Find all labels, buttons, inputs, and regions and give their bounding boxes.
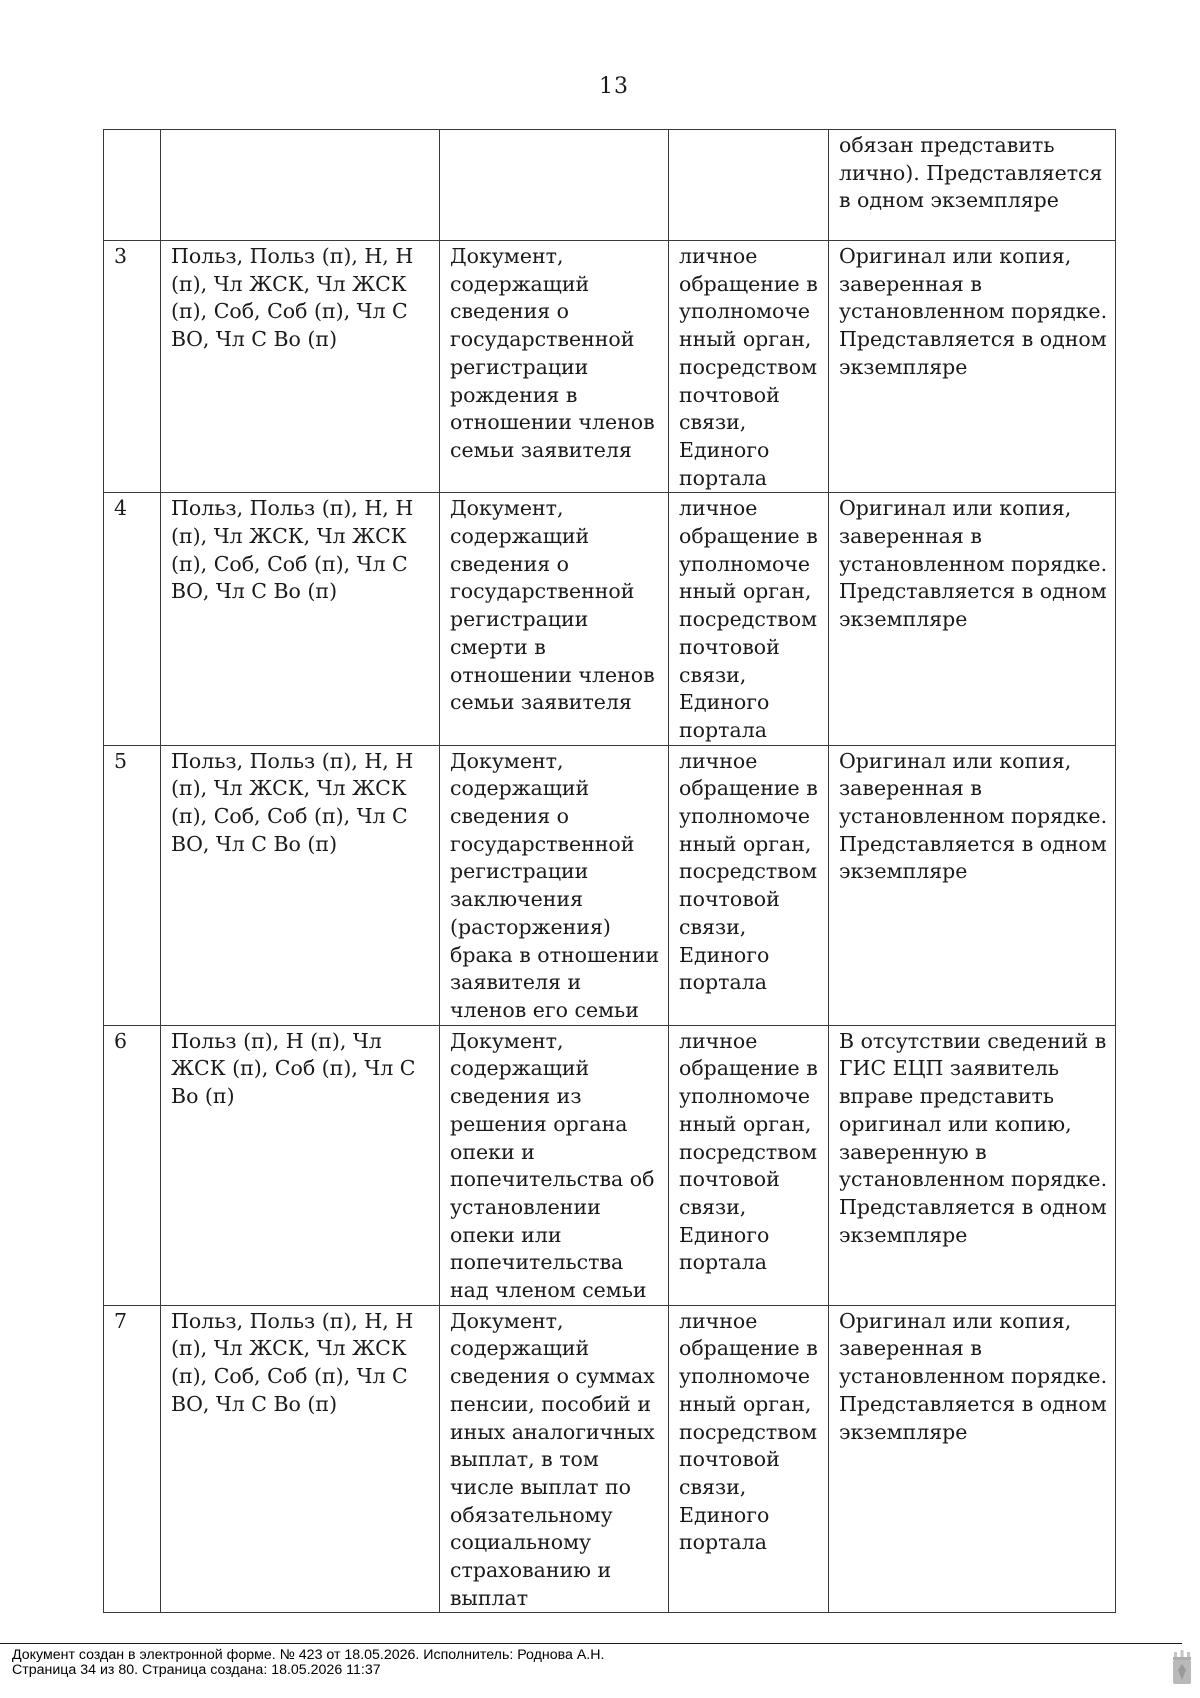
document-footer (12, 1648, 604, 1678)
footer-divider (0, 1643, 1182, 1644)
documents-table (103, 129, 1116, 1613)
footer-document-info: Документ создан в электронной форме. № 423 от 18.05.2026. Исполнитель: Роднова А.Н. (12, 1647, 605, 1663)
applicant-categories-cell: Польз, Польз (п), Н, Н (п), Чл ЖСК, Чл ЖСК (п), Соб, Соб (п), Чл С ВО, Чл С Во (п) (161, 241, 440, 493)
note-cell: В отсутствии сведений в ГИС ЕЦП заявитель вправе представить оригинал или копию, заверенную в установленном порядке. Представляется в одном экземпляре (829, 1025, 1116, 1305)
row-number-cell: 7 (104, 1305, 161, 1613)
page-number: 13 (599, 74, 629, 99)
note-cell: Оригинал или копия, заверенная в установленном порядке. Представляется в одном экземпляре (829, 241, 1116, 493)
applicant-categories-cell: Польз, Польз (п), Н, Н (п), Чл ЖСК, Чл ЖСК (п), Соб, Соб (п), Чл С ВО, Чл С Во (п) (161, 1305, 440, 1613)
applicant-categories-cell: Польз, Польз (п), Н, Н (п), Чл ЖСК, Чл ЖСК (п), Соб, Соб (п), Чл С ВО, Чл С Во (п) (161, 493, 440, 745)
row-number-cell: 4 (104, 493, 161, 745)
applicant-categories-cell: Польз, Польз (п), Н, Н (п), Чл ЖСК, Чл ЖСК (п), Соб, Соб (п), Чл С ВО, Чл С Во (п) (161, 745, 440, 1025)
document-name-cell: Документ, содержащий сведения о государственной регистрации смерти в отношении членов семьи заявителя (440, 493, 669, 745)
document-name-cell: Документ, содержащий сведения о государственной регистрации заключения (расторжения) брака в отношении заявителя и членов его семьи (440, 745, 669, 1025)
row-number-cell: 6 (104, 1025, 161, 1305)
submission-method-cell: личное обращение в уполномоченный орган, посредством почтовой связи, Единого портала (669, 1025, 829, 1305)
submission-method-cell: личное обращение в уполномоченный орган, посредством почтовой связи, Единого портала (669, 745, 829, 1025)
table-row (104, 1305, 1116, 1613)
applicant-categories-cell (161, 130, 440, 241)
document-name-cell (440, 130, 669, 241)
submission-method-cell: личное обращение в уполномоченный орган, посредством почтовой связи, Единого портала (669, 493, 829, 745)
submission-method-cell: личное обращение в уполномоченный орган, посредством почтовой связи, Единого портала (669, 1305, 829, 1613)
note-cell: Оригинал или копия, заверенная в установленном порядке. Представляется в одном экземпляре (829, 493, 1116, 745)
submission-method-cell: личное обращение в уполномоченный орган, посредством почтовой связи, Единого портала (669, 241, 829, 493)
table-row (104, 493, 1116, 745)
table-row (104, 1025, 1116, 1305)
table-row (104, 241, 1116, 493)
document-name-cell: Документ, содержащий сведения о суммах пенсии, пособий и иных аналогичных выплат, в том числе выплат по обязательному социальному страхованию и выплат (440, 1305, 669, 1613)
row-number-cell: 5 (104, 745, 161, 1025)
applicant-categories-cell: Польз (п), Н (п), Чл ЖСК (п), Соб (п), Чл С Во (п) (161, 1025, 440, 1305)
document-name-cell: Документ, содержащий сведения из решения органа опеки и попечительства об установлении опеки или попечительства над членом семьи (440, 1025, 669, 1305)
row-number-cell: 3 (104, 241, 161, 493)
footer-page-info: Страница 34 из 80. Страница создана: 18.05.2026 11:37 (12, 1662, 381, 1678)
row-number-cell (104, 130, 161, 241)
coat-of-arms-icon (1170, 1648, 1194, 1686)
table-row (104, 130, 1116, 241)
table-row (104, 745, 1116, 1025)
note-cell: обязан представить лично). Представляется в одном экземпляре (829, 130, 1116, 241)
note-cell: Оригинал или копия, заверенная в установленном порядке. Представляется в одном экземпляре (829, 1305, 1116, 1613)
document-name-cell: Документ, содержащий сведения о государственной регистрации рождения в отношении членов семьи заявителя (440, 241, 669, 493)
note-cell: Оригинал или копия, заверенная в установленном порядке. Представляется в одном экземпляре (829, 745, 1116, 1025)
submission-method-cell (669, 130, 829, 241)
